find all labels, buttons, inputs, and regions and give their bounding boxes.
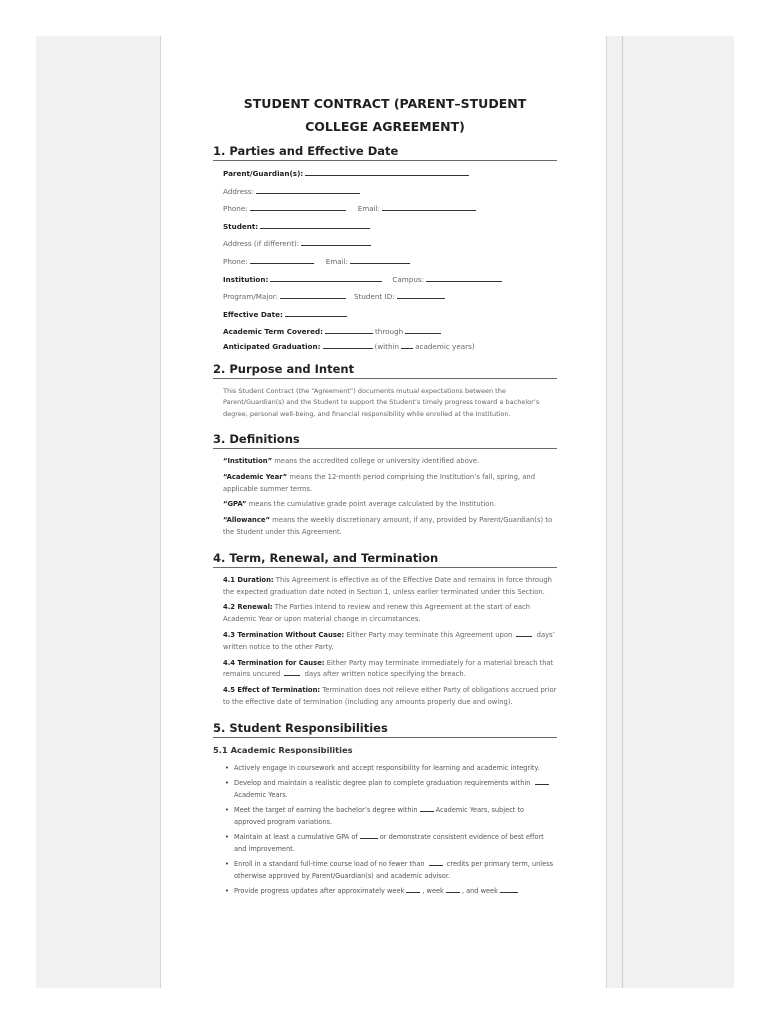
list-item-text: Meet the target of earning the bachelor’s degree within	[234, 805, 418, 814]
institution-label: Institution:	[223, 274, 269, 284]
list-item	[225, 777, 557, 801]
list-item-text: Maintain at least a cumulative GPA of	[234, 832, 358, 841]
through-label: through	[374, 327, 404, 337]
title-line-1: STUDENT CONTRACT (PARENT–STUDENT	[243, 96, 527, 111]
list-item-text-cont: or demonstrate consistent evidence of best effort and improvement.	[234, 832, 544, 853]
degree-years-field[interactable]	[420, 805, 434, 812]
clause-text: Either Party may terminate this Agreement upon	[344, 631, 513, 639]
week-field-3[interactable]	[500, 886, 518, 893]
definition-text: means the weekly discretionary amount, if any, provided by Parent/Guardian(s) to the Student under this Agreement.	[223, 516, 553, 537]
effective-date-label: Effective Date:	[223, 309, 283, 319]
subsection-5-1-heading: 5.1 Academic Responsibilities	[213, 744, 353, 755]
definition-term: “Academic Year”	[223, 472, 288, 481]
parent-field[interactable]	[305, 168, 469, 176]
definition-institution	[213, 456, 557, 468]
clause-4-4	[213, 658, 557, 682]
campus-field[interactable]	[426, 274, 502, 282]
years-field[interactable]	[401, 341, 413, 349]
list-item-text: Actively engage in coursework and accept responsibility for learning and academic integrity.	[234, 763, 540, 772]
clause-text: Either Party may terminate immediately for a material breach that remains uncured	[223, 658, 554, 679]
definition-text: means the cumulative grade point average calculated by the Institution.	[246, 500, 496, 509]
parent-line	[223, 168, 557, 179]
address-label: Address:	[223, 186, 255, 196]
academic-years-label: academic years)	[415, 341, 475, 351]
gpa-field[interactable]	[360, 832, 378, 839]
student-id-label: Student ID:	[354, 292, 395, 302]
list-item-text: Enroll in a standard full-time course load of no fewer than	[234, 859, 425, 868]
clause-term: 4.4 Termination for Cause:	[223, 658, 325, 667]
clause-4-1	[213, 575, 557, 599]
clause-4-2	[213, 602, 557, 626]
list-item	[225, 831, 557, 855]
clause-term: 4.1 Duration:	[223, 575, 274, 584]
definition-gpa	[213, 499, 557, 511]
list-item	[225, 858, 557, 882]
institution-line	[223, 274, 557, 285]
program-label: Program/Major:	[223, 292, 278, 302]
clause-term: 4.3 Termination Without Cause:	[223, 631, 345, 639]
student-field[interactable]	[260, 221, 370, 229]
definition-academic-year	[213, 472, 557, 496]
clause-term: 4.5 Effect of Termination:	[223, 686, 321, 695]
clause-4-3	[213, 630, 557, 654]
week-field-2[interactable]	[446, 886, 460, 893]
list-item-text: Develop and maintain a realistic degree plan to complete graduation requirements within	[234, 778, 531, 787]
list-item-text-cont: Academic Years, subject to approved program variations.	[234, 805, 525, 826]
address-alt-label: Address (if different):	[223, 239, 300, 249]
definition-term: “GPA”	[223, 500, 247, 509]
clause-text: The Parties intend to review and renew this Agreement at the start of each Academic Year or upon material change in circumstances.	[223, 603, 531, 624]
clause-text: Termination does not relieve either Party of obligations accrued prior to the effective date of termination (including any amounts properly due and owing).	[223, 686, 557, 706]
parent-address-field[interactable]	[256, 186, 360, 194]
plan-years-field[interactable]	[535, 778, 549, 785]
term-start-field[interactable]	[325, 326, 373, 334]
list-item-text-cont: , and week	[461, 886, 498, 895]
phone-label-2: Phone:	[223, 256, 248, 266]
graduation-field[interactable]	[323, 341, 373, 349]
email-label: Email:	[357, 204, 381, 214]
within-label: (within	[374, 341, 400, 351]
program-field[interactable]	[280, 291, 346, 299]
page-content	[213, 92, 557, 900]
program-line	[223, 291, 557, 302]
term-covered-line	[223, 326, 557, 337]
email-label-2: Email:	[325, 256, 349, 266]
clause-text-cont: days’ written notice to the other Party.	[223, 631, 555, 651]
clause-text: This Agreement is effective as of the Effective Date and remains in force through the expected graduation date noted in Section 1, unless earlier terminated under this Section.	[223, 575, 552, 596]
phone-label: Phone:	[223, 204, 248, 214]
section-3-heading: 3. Definitions	[213, 432, 557, 449]
list-item-text-cont: , week	[422, 886, 444, 895]
student-line	[223, 221, 557, 232]
section-1-heading: 1. Parties and Effective Date	[213, 144, 557, 161]
notice-days-field[interactable]	[516, 630, 532, 637]
section-2-heading: 2. Purpose and Intent	[213, 362, 557, 379]
clause-term: 4.2 Renewal:	[223, 603, 273, 612]
parent-address-line	[223, 186, 557, 197]
student-label: Student:	[223, 221, 259, 231]
list-item-text: Provide progress updates after approximately week	[234, 886, 405, 895]
list-item	[225, 762, 557, 774]
page-edge-right	[606, 36, 607, 988]
list-item	[225, 885, 557, 897]
student-phone-line	[223, 256, 557, 267]
parent-phone-field[interactable]	[250, 203, 346, 211]
campus-label: Campus:	[392, 274, 425, 284]
effective-date-line	[223, 309, 557, 320]
student-id-field[interactable]	[397, 291, 445, 299]
document-page	[161, 36, 606, 988]
list-item-text-cont: credits per primary term, unless otherwise approved by Parent/Guardian(s) and academic advisor.	[234, 859, 554, 880]
parent-email-field[interactable]	[382, 203, 476, 211]
title-line-2: COLLEGE AGREEMENT)	[305, 119, 465, 134]
definition-term: “Institution”	[223, 457, 273, 466]
credits-field[interactable]	[429, 859, 443, 866]
graduation-line	[223, 341, 557, 352]
list-item	[225, 804, 557, 828]
term-covered-label: Academic Term Covered:	[223, 327, 323, 337]
student-address-field[interactable]	[301, 238, 371, 246]
term-end-field[interactable]	[405, 326, 441, 334]
document-viewer	[36, 36, 734, 988]
scrollbar[interactable]	[622, 36, 623, 988]
academic-responsibilities-list	[213, 762, 557, 897]
document-title	[213, 92, 557, 138]
definition-term: “Allowance”	[223, 516, 270, 525]
section-5-heading: 5. Student Responsibilities	[213, 721, 557, 738]
student-email-field[interactable]	[350, 256, 410, 264]
definition-text: means the 12-month period comprising the Institution’s fall, spring, and applicable summer terms.	[223, 472, 536, 493]
effective-date-field[interactable]	[285, 309, 347, 317]
student-phone-field[interactable]	[250, 256, 314, 264]
cure-days-field[interactable]	[284, 669, 300, 676]
parent-phone-line	[223, 203, 557, 214]
list-item-text-cont: Academic Years.	[234, 790, 288, 799]
student-address-line	[223, 238, 557, 249]
clause-text-cont: days after written notice specifying the breach.	[304, 670, 466, 679]
clause-4-5	[213, 685, 557, 709]
parties-block	[213, 168, 557, 352]
week-field-1[interactable]	[406, 886, 420, 893]
section-4-heading: 4. Term, Renewal, and Termination	[213, 551, 557, 568]
definition-text: means the accredited college or university identified above.	[272, 457, 480, 466]
institution-field[interactable]	[270, 274, 382, 282]
definition-allowance	[213, 515, 557, 539]
purpose-paragraph: This Student Contract (the “Agreement”) documents mutual expectations between the Parent/Guardian(s) and the Student to support the Student’s timely progress toward a bachelor’s degree, personal well-being, and financial responsibility while enrolled at the Institution.	[223, 386, 540, 418]
parent-label: Parent/Guardian(s):	[223, 169, 304, 178]
graduation-label: Anticipated Graduation:	[223, 341, 321, 351]
